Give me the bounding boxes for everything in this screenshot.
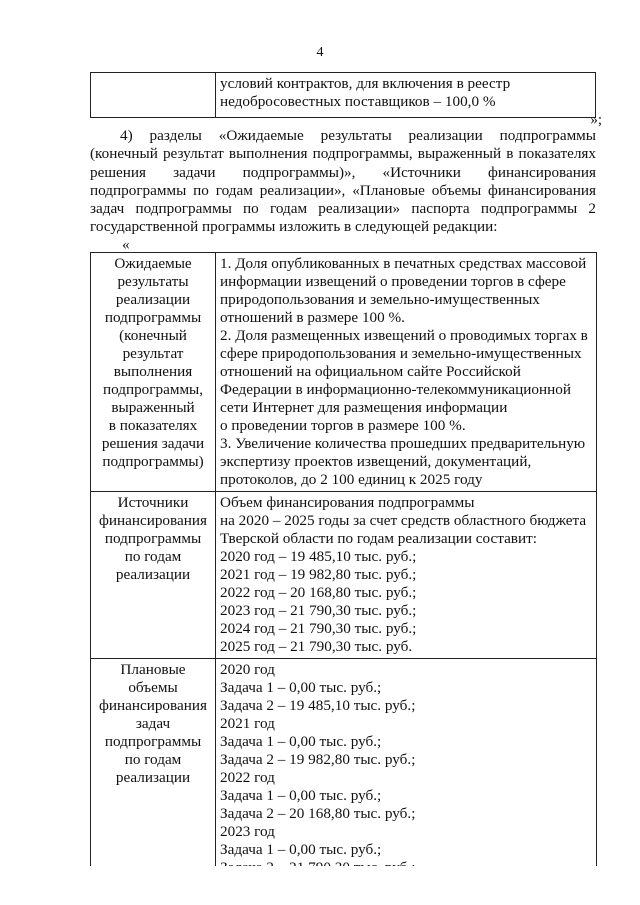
- content-line: экспертизу проектов извещений, документаций,: [220, 453, 532, 470]
- table-row: [91, 253, 597, 492]
- table-row: [91, 492, 597, 659]
- heading-line: подпрограммы: [104, 309, 202, 326]
- heading-line: Ожидаемые: [114, 255, 192, 272]
- content-line: Задача 2 – 20 168,80 тыс. руб.;: [220, 805, 416, 822]
- row-heading-results: [91, 253, 216, 492]
- heading-line: Плановые: [120, 661, 186, 678]
- content-line: 2. Доля размещенных извещений о проводимых торгах в: [220, 327, 588, 344]
- content-line: Задача 2 – 19 982,80 тыс. руб.;: [220, 751, 416, 768]
- table-cell-empty: [91, 73, 216, 118]
- content-line: сети Интернет для размещения информации: [220, 399, 508, 416]
- opening-quote-mark: «: [122, 236, 130, 253]
- heading-line: в показателях: [108, 417, 198, 434]
- paragraph-line: подпрограммы по годам реализации», «Плановые объемы финансирования: [90, 181, 596, 199]
- content-line: на 2020 – 2025 годы за счет средств областного бюджета: [220, 512, 587, 529]
- table-row: [91, 73, 596, 118]
- content-line: информации извещений о проведении торгов в сфере: [220, 273, 566, 290]
- heading-line: объемы: [128, 679, 178, 696]
- heading-line: выраженный: [111, 399, 195, 416]
- content-line: Тверской области по годам реализации составит:: [220, 530, 537, 547]
- amendment-paragraph: [90, 127, 596, 237]
- content-line: 1. Доля опубликованных в печатных средствах массовой: [220, 255, 587, 272]
- heading-line: задач: [135, 715, 171, 732]
- content-line: 2023 год: [220, 823, 275, 840]
- content-line: 2024 год – 21 790,30 тыс. руб.;: [220, 620, 417, 637]
- content-line: Задача 1 – 0,00 тыс. руб.;: [220, 679, 382, 696]
- paragraph-line: государственной программы изложить в следующей редакции:: [90, 218, 498, 236]
- heading-line: финансирования: [99, 697, 207, 714]
- content-line: о проведении торгов в размере 100 %.: [220, 417, 466, 434]
- heading-line: по годам: [124, 548, 182, 565]
- row-heading-sources: [91, 492, 216, 659]
- heading-line: Источники: [117, 494, 189, 511]
- paragraph-line: решения задачи подпрограммы)», «Источники финансирования: [90, 163, 596, 181]
- content-line: Задача 1 – 0,00 тыс. руб.;: [220, 787, 382, 804]
- content-line: 2021 год – 19 982,80 тыс. руб.;: [220, 566, 417, 583]
- cell-line: условий контрактов, для включения в реестр: [220, 75, 511, 92]
- content-line: Задача 1 – 0,00 тыс. руб.;: [220, 841, 382, 858]
- row-content-planned: [216, 659, 597, 898]
- content-line: Объем финансирования подпрограммы: [220, 494, 475, 511]
- content-line: сфере природопользования и земельно-имущественных: [220, 345, 582, 362]
- content-line: 2020 год: [220, 661, 275, 678]
- content-line: отношений в размере 100 %.: [220, 309, 405, 326]
- closing-quote-mark: »;: [590, 112, 602, 128]
- table-row: [91, 659, 597, 898]
- heading-line: финансирования: [99, 512, 207, 529]
- content-line: природопользования и земельно-имущественных: [220, 291, 540, 308]
- heading-line: подпрограммы: [104, 530, 202, 547]
- heading-line: подпрограммы): [102, 453, 204, 470]
- content-line: Федерации в информационно-телекоммуникационной: [220, 381, 571, 398]
- cell-line: недобросовестных поставщиков – 100,0 %: [220, 93, 496, 110]
- paragraph-line: (конечный результат выполнения подпрограммы, выраженный в показателях: [90, 145, 596, 163]
- content-line: 2025 год – 21 790,30 тыс. руб.: [220, 638, 413, 655]
- content-line: 2020 год – 19 485,10 тыс. руб.;: [220, 548, 417, 565]
- page-bottom-margin: [0, 866, 640, 905]
- paragraph-line: 4) разделы «Ожидаемые результаты реализации подпрограммы: [120, 127, 596, 144]
- heading-line: (конечный: [119, 327, 187, 344]
- content-line: 2021 год: [220, 715, 275, 732]
- content-line: Задача 1 – 0,00 тыс. руб.;: [220, 733, 382, 750]
- content-line: 3. Увеличение количества прошедших предварительную: [220, 435, 586, 452]
- content-line: 2022 год: [220, 769, 275, 786]
- heading-line: решения задачи: [101, 435, 205, 452]
- row-heading-planned: [91, 659, 216, 898]
- heading-line: результаты: [117, 273, 189, 290]
- content-line: Задача 2 – 19 485,10 тыс. руб.;: [220, 697, 416, 714]
- heading-line: реализации: [115, 769, 191, 786]
- page-number: 4: [316, 45, 324, 60]
- content-line: отношений на официальном сайте Российской: [220, 363, 521, 380]
- row-content-results: [216, 253, 597, 492]
- heading-line: результат: [122, 345, 184, 362]
- heading-line: выполнения: [113, 363, 193, 380]
- heading-line: подпрограммы,: [102, 381, 204, 398]
- heading-line: реализации: [115, 291, 191, 308]
- heading-line: подпрограммы: [104, 733, 202, 750]
- continuation-table: [90, 72, 596, 118]
- content-line: протоколов, до 2 100 единиц к 2025 году: [220, 471, 483, 488]
- row-content-sources: [216, 492, 597, 659]
- paragraph-line: задач подпрограммы по годам реализации» паспорта подпрограммы 2: [90, 200, 596, 218]
- content-line: 2023 год – 21 790,30 тыс. руб.;: [220, 602, 417, 619]
- heading-line: по годам: [124, 751, 182, 768]
- passport-table: [90, 252, 597, 898]
- table-cell-text: [216, 73, 596, 118]
- heading-line: реализации: [115, 566, 191, 583]
- content-line: 2022 год – 20 168,80 тыс. руб.;: [220, 584, 417, 601]
